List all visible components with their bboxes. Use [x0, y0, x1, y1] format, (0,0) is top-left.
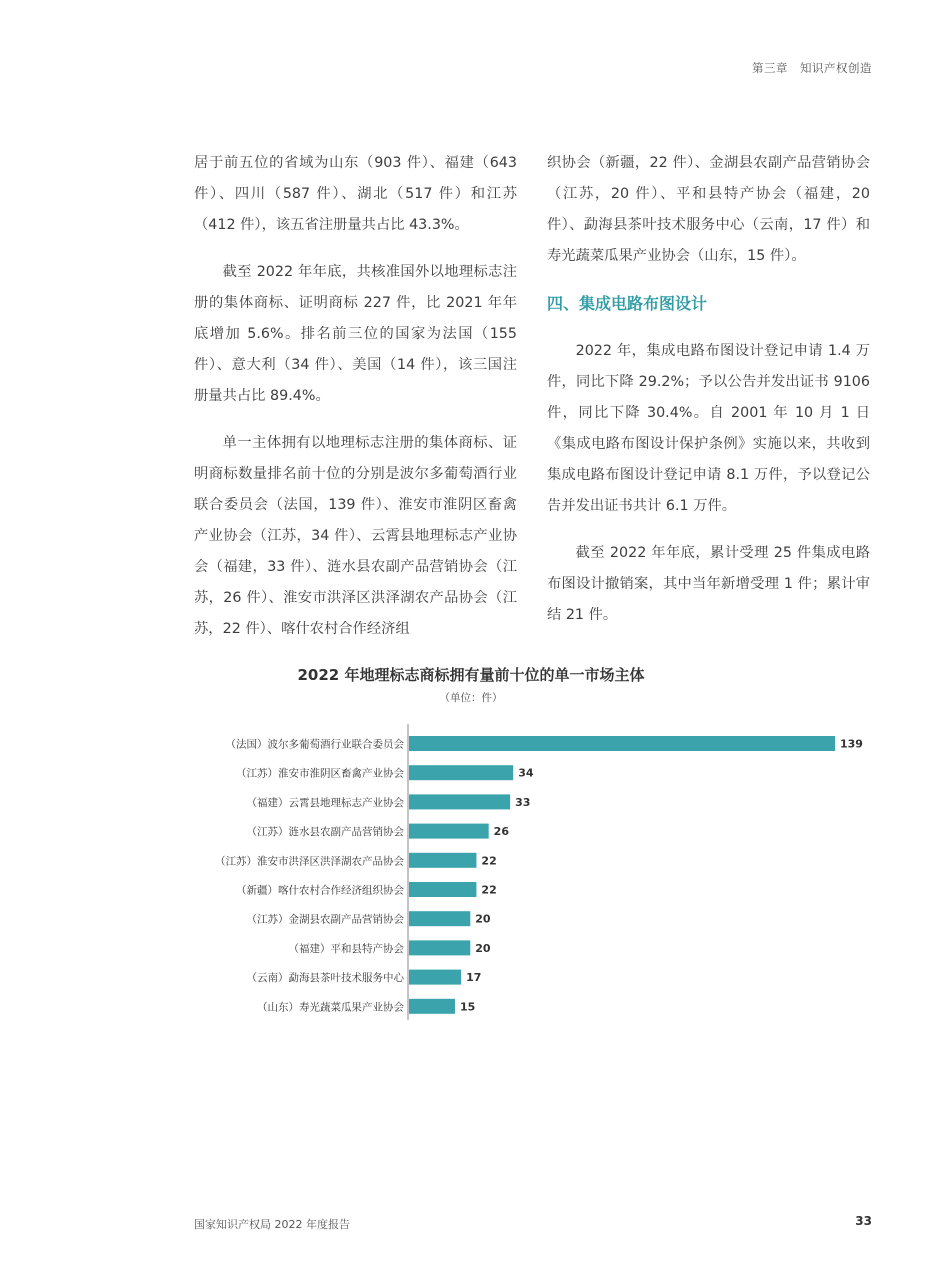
chapter-header: 第三章 知识产权创造	[752, 61, 872, 75]
paragraph: 单一主体拥有以地理标志注册的集体商标、证明商标数量排名前十位的分别是波尔多葡萄酒行业联合委员会（法国，139 件）、淮安市淮阴区畜禽产业协会（江苏，34 件）、云霄县地理标志产业协会（福建，33 件）、涟水县农副产品营销协会（江苏，26 件）、淮安市洪泽区洪泽湖农产品协会（江苏，22 件）、喀什农村合作经济组	[194, 435, 517, 637]
data-label: 17	[466, 971, 482, 985]
data-label: 20	[475, 912, 491, 926]
data-label: 33	[515, 795, 531, 809]
category-label: （新疆）喀什农村合作经济组织协会	[236, 884, 404, 897]
category-label: （江苏）淮安市洪泽区洪泽湖农产品协会	[215, 855, 404, 868]
category-label: （江苏）淮安市淮阴区畜禽产业协会	[236, 767, 404, 780]
category-label: （江苏）涟水县农副产品营销协会	[246, 826, 404, 839]
bar-chart	[0, 720, 942, 1020]
chart-unit: （单位：件）	[439, 692, 503, 704]
bar	[409, 911, 470, 926]
bar	[409, 940, 470, 955]
section-title: 四、集成电路布图设计	[547, 294, 708, 313]
bar	[409, 999, 455, 1014]
bar	[409, 765, 513, 780]
paragraph: 居于前五位的省域为山东（903 件）、福建（643 件）、四川（587 件）、湖北（517 件）和江苏（412 件），该五省注册量共占比 43.3%。	[194, 155, 517, 233]
data-label: 22	[481, 854, 497, 868]
paragraph: 织协会（新疆，22 件）、金湖县农副产品营销协会（江苏，20 件）、平和县特产协会（福建，20 件）、勐海县茶叶技术服务中心（云南，17 件）和寿光蔬菜瓜果产业协会（山东，15 件）。	[547, 155, 870, 264]
right-text-column	[547, 148, 870, 647]
bar	[409, 736, 835, 751]
category-label: （山东）寿光蔬菜瓜果产业协会	[257, 1001, 404, 1014]
left-text-column	[194, 148, 517, 661]
paragraph: 截至 2022 年年底，共核准国外以地理标志注册的集体商标、证明商标 227 件，比 2021 年年底增加 5.6%。排名前三位的国家为法国（155 件）、意大利（34 件）、美国（14 件），该三国注册量共占比 89.4%。	[194, 264, 517, 404]
category-label: （福建）平和县特产协会	[288, 942, 404, 955]
bar	[409, 970, 461, 985]
bar	[409, 824, 489, 839]
bar	[409, 882, 476, 897]
data-label: 20	[475, 941, 491, 955]
data-label: 139	[840, 737, 863, 751]
category-label: （江苏）金湖县农副产品营销协会	[246, 913, 404, 926]
paragraph: 截至 2022 年年底，累计受理 25 件集成电路布图设计撤销案，其中当年新增受理 1 件；累计审结 21 件。	[547, 545, 870, 623]
bar	[409, 853, 476, 868]
data-label: 26	[493, 825, 509, 839]
data-label: 22	[481, 883, 497, 897]
category-label: （福建）云霄县地理标志产业协会	[246, 796, 404, 809]
category-label: （法国）波尔多葡萄酒行业联合委员会	[225, 738, 404, 751]
chart-title: 2022 年地理标志商标拥有量前十位的单一市场主体	[297, 666, 645, 684]
page-number: 33	[855, 1214, 872, 1228]
data-label: 15	[459, 1000, 476, 1014]
bar	[409, 794, 510, 809]
paragraph: 2022 年，集成电路布图设计登记申请 1.4 万件，同比下降 29.2%；予以公告并发出证书 9106 件，同比下降 30.4%。自 2001 年 10 月 1 日《集成电路布图设计保护条例》实施以来，共收到集成电路布图设计登记申请 8.1 万件，予以登记公告并发出证书共计 6.1 万件。	[547, 343, 870, 514]
footer-report-name: 国家知识产权局 2022 年度报告	[194, 1218, 350, 1231]
category-label: （云南）勐海县茶叶技术服务中心	[246, 972, 404, 985]
data-label: 34	[518, 766, 534, 780]
